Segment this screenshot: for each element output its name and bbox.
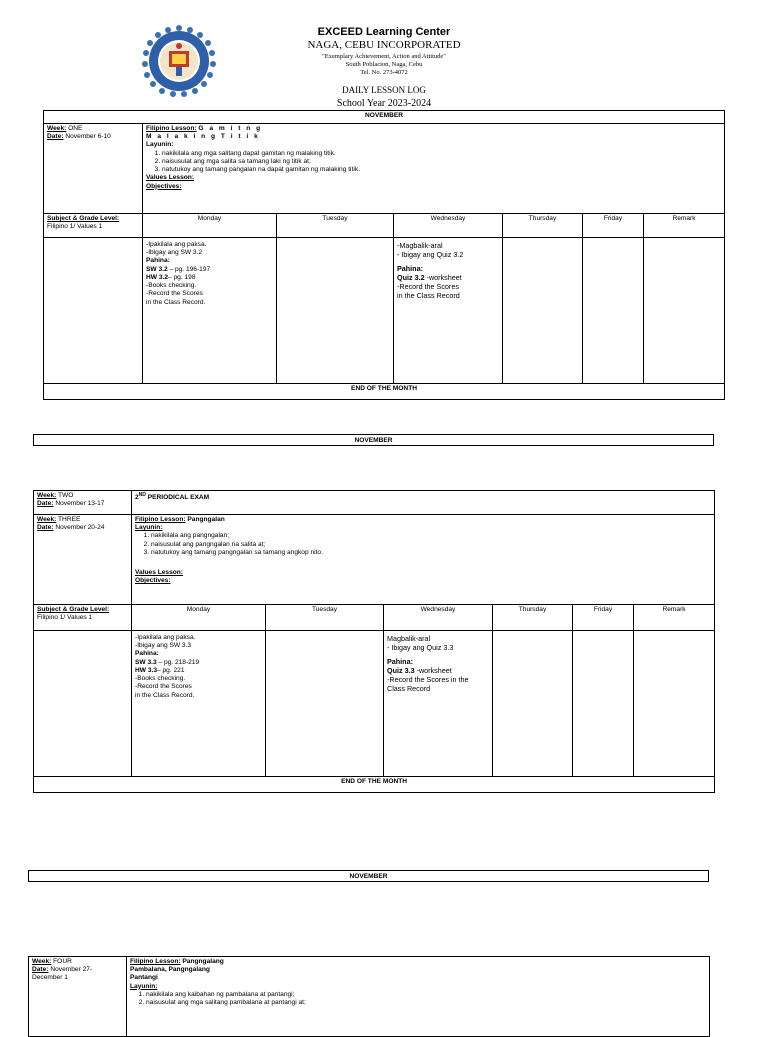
wednesday-plan-cell: [384, 631, 493, 777]
thursday-plan-cell: [493, 631, 573, 777]
org-motto: "Exemplary Achievement, Action and Attitude": [322, 53, 446, 60]
lesson-log-table-weeks-two-three: [33, 490, 715, 793]
date-label: Date:: [37, 524, 54, 532]
list-item: 3. natutukoy ang tamang pangalan na dapat gamitan ng malaking titik.: [162, 166, 721, 174]
lesson-log-table-week-one: [43, 110, 725, 400]
week-value: TWO: [58, 492, 74, 499]
month-bar: NOVEMBER: [28, 870, 709, 882]
layunin-label: Layunin:: [130, 982, 158, 990]
week-label: Week:: [37, 492, 57, 499]
layunin-list: [146, 150, 721, 175]
end-of-month-row: END OF THE MONTH: [34, 777, 715, 793]
remark-cell: [634, 631, 715, 777]
plan-line: Pahina:: [146, 257, 170, 265]
plan-line: HW 3.2: [146, 273, 168, 281]
plan-line: Pahina:: [387, 657, 413, 666]
list-item: 2. naisusulat ang pangngalan na salita at;: [151, 541, 711, 549]
plan-line: -Ibigay ang SW 3.2: [146, 249, 203, 257]
plan-line: – pg. 221: [156, 666, 185, 674]
exam-number: 2: [135, 494, 139, 502]
week-value: ONE: [68, 125, 83, 132]
plan-line: -Ipakilala ang paksa.: [135, 634, 196, 641]
values-lesson-label: Values Lesson:: [146, 174, 195, 182]
plan-line: -Magbalik-aral: [397, 241, 443, 250]
list-item: 2. naisusulat ang mga salita sa tamang laki ng titik at;: [162, 158, 721, 166]
lesson-title-line2: Pambalana, Pangngalang: [130, 966, 210, 974]
lesson-title-line1: G a m i t n g: [198, 125, 263, 132]
month-header: NOVEMBER: [44, 111, 725, 124]
filipino-lesson-label: Filipino Lesson:: [146, 125, 197, 132]
friday-plan-cell: [573, 631, 634, 777]
plan-line: in the Class Record: [397, 291, 460, 300]
date-value: November 6-10: [65, 133, 111, 141]
day-header-thursday: Thursday: [493, 605, 573, 631]
date-label: Date:: [32, 966, 49, 974]
layunin-list: [130, 991, 706, 1007]
week-label: Week:: [37, 516, 57, 523]
lesson-title: Pangngalan: [187, 516, 225, 523]
objectives-label: Objectives:: [146, 182, 182, 190]
day-header-tuesday: Tuesday: [277, 214, 394, 238]
day-header-wednesday: Wednesday: [394, 214, 503, 238]
subject-grade-label: Subject & Grade Level:: [37, 606, 110, 613]
plan-line: Pahina:: [135, 650, 159, 658]
objectives-label: Objectives:: [135, 577, 171, 585]
monday-plan-cell: [132, 631, 266, 777]
plan-line: HW 3.3: [135, 666, 157, 674]
plan-line: Class Record: [387, 684, 431, 693]
plan-line: Magbalik-aral: [387, 634, 431, 643]
plan-line: -worksheet: [414, 666, 452, 675]
day-header-friday: Friday: [583, 214, 644, 238]
week-date-cell: [44, 124, 143, 214]
date-value: November 20-24: [55, 524, 105, 532]
layunin-label: Layunin:: [135, 524, 163, 532]
lesson-title-line1: Pangngalang: [182, 958, 224, 965]
plan-line: – pg. 196-197: [167, 265, 211, 273]
plan-line: SW 3.2: [146, 265, 168, 273]
subject-grade-label: Subject & Grade Level:: [47, 215, 120, 222]
filipino-lesson-label: Filipino Lesson:: [135, 516, 186, 523]
day-header-tuesday: Tuesday: [266, 605, 384, 631]
week-value: FOUR: [53, 958, 72, 965]
document-title: DAILY LESSON LOG: [342, 85, 426, 95]
plan-line: in the Class Record.: [146, 298, 206, 306]
tuesday-plan-cell: [277, 238, 394, 384]
plan-line: -Record the Scores: [135, 683, 192, 691]
day-header-thursday: Thursday: [503, 214, 583, 238]
list-item: 3. natutukoy ang tamang pangngalan sa tamang angkop nito.: [151, 549, 711, 557]
list-item: 2. naisusulat ang mga salitang pambalana at pantangi at;: [146, 999, 706, 1007]
subject-grade-cell: [44, 214, 143, 238]
plan-line: in the Class Record.: [135, 691, 195, 699]
plan-line: - Ibigay ang Quiz 3.3: [387, 643, 454, 652]
exam-cell: [132, 491, 715, 515]
plan-line: Pahina:: [397, 264, 423, 273]
plan-line: SW 3.3: [135, 658, 157, 666]
date-value: November 13-17: [55, 500, 105, 508]
day-header-monday: Monday: [143, 214, 277, 238]
end-of-month-row: END OF THE MONTH: [44, 384, 725, 400]
date-value: November 27-: [50, 966, 93, 974]
wednesday-plan-cell: [394, 238, 503, 384]
org-name: EXCEED Learning Center: [317, 26, 451, 38]
subject-grade-cell: [34, 605, 132, 631]
month-bar: NOVEMBER: [33, 434, 714, 446]
plan-line: -Ibigay ang SW 3.3: [135, 642, 192, 650]
week-date-cell: [29, 957, 127, 1037]
day-header-remark: Remark: [634, 605, 715, 631]
week-label: Week:: [47, 125, 67, 132]
week-date-cell: [34, 515, 132, 605]
exam-title: PERIODICAL EXAM: [145, 494, 210, 502]
org-subtitle: NAGA, CEBU INCORPORATED: [307, 39, 461, 51]
remark-cell: [644, 238, 725, 384]
org-address: South Poblacion, Naga, Cebu: [345, 61, 423, 68]
plan-line: - Ibigay ang Quiz 3.2: [397, 250, 464, 259]
exam-ordinal: ND: [138, 492, 146, 498]
day-header-wednesday: Wednesday: [384, 605, 493, 631]
school-year: School Year 2023-2024: [336, 98, 432, 109]
week-date-cell: [34, 491, 132, 515]
friday-plan-cell: [583, 238, 644, 384]
tuesday-plan-cell: [266, 631, 384, 777]
date-label: Date:: [47, 133, 64, 141]
lesson-title-line2: M a l a k i n g T i t i k: [146, 133, 260, 141]
day-header-remark: Remark: [644, 214, 725, 238]
lesson-cell: [127, 957, 710, 1037]
plan-line: – pg. 218-219: [156, 658, 200, 666]
lesson-title-line3: Pantangi: [130, 974, 158, 982]
plan-line: Quiz 3.3: [387, 666, 415, 675]
plan-line: -Record the Scores: [397, 282, 459, 291]
monday-plan-cell: [143, 238, 277, 384]
layunin-list: [135, 532, 711, 557]
values-lesson-label: Values Lesson:: [135, 569, 184, 577]
week-value: THREE: [58, 516, 81, 523]
filipino-lesson-label: Filipino Lesson:: [130, 958, 181, 965]
lesson-cell: [143, 124, 725, 214]
day-header-friday: Friday: [573, 605, 634, 631]
subject-grade-value: Filipino 1/ Values 1: [47, 223, 103, 231]
plan-line: -Record the Scores in the: [387, 675, 469, 684]
list-item: 1. nakikilala ang kaibahan ng pambalana at pantangi;: [146, 991, 706, 999]
school-logo: [142, 24, 216, 98]
plan-line: -Books checking.: [146, 282, 197, 290]
plan-line: Quiz 3.2: [397, 273, 425, 282]
plan-line: -Books checking.: [135, 675, 186, 683]
subject-grade-value: Filipino 1/ Values 1: [37, 614, 93, 622]
date-value-continued: December 1: [32, 974, 68, 982]
layunin-label: Layunin:: [146, 141, 174, 149]
list-item: 1. nakikilala ang mga salitang dapat gamitan ng malaking titik.: [162, 150, 721, 158]
empty-cell: [34, 631, 132, 777]
plan-line: -Record the Scores: [146, 290, 203, 298]
lesson-log-table-week-four: [28, 956, 710, 1037]
plan-line: -Ipakilala ang paksa.: [146, 241, 207, 248]
empty-cell: [44, 238, 143, 384]
list-item: 1. nakikilala ang pangngalan;: [151, 532, 711, 540]
thursday-plan-cell: [503, 238, 583, 384]
week-label: Week:: [32, 958, 52, 965]
lesson-cell: [132, 515, 715, 605]
org-telephone: Tel. No. 273-4072: [360, 69, 408, 76]
plan-line: -worksheet: [424, 273, 462, 282]
day-header-monday: Monday: [132, 605, 266, 631]
plan-line: – pg. 198: [167, 273, 196, 281]
date-label: Date:: [37, 500, 54, 508]
